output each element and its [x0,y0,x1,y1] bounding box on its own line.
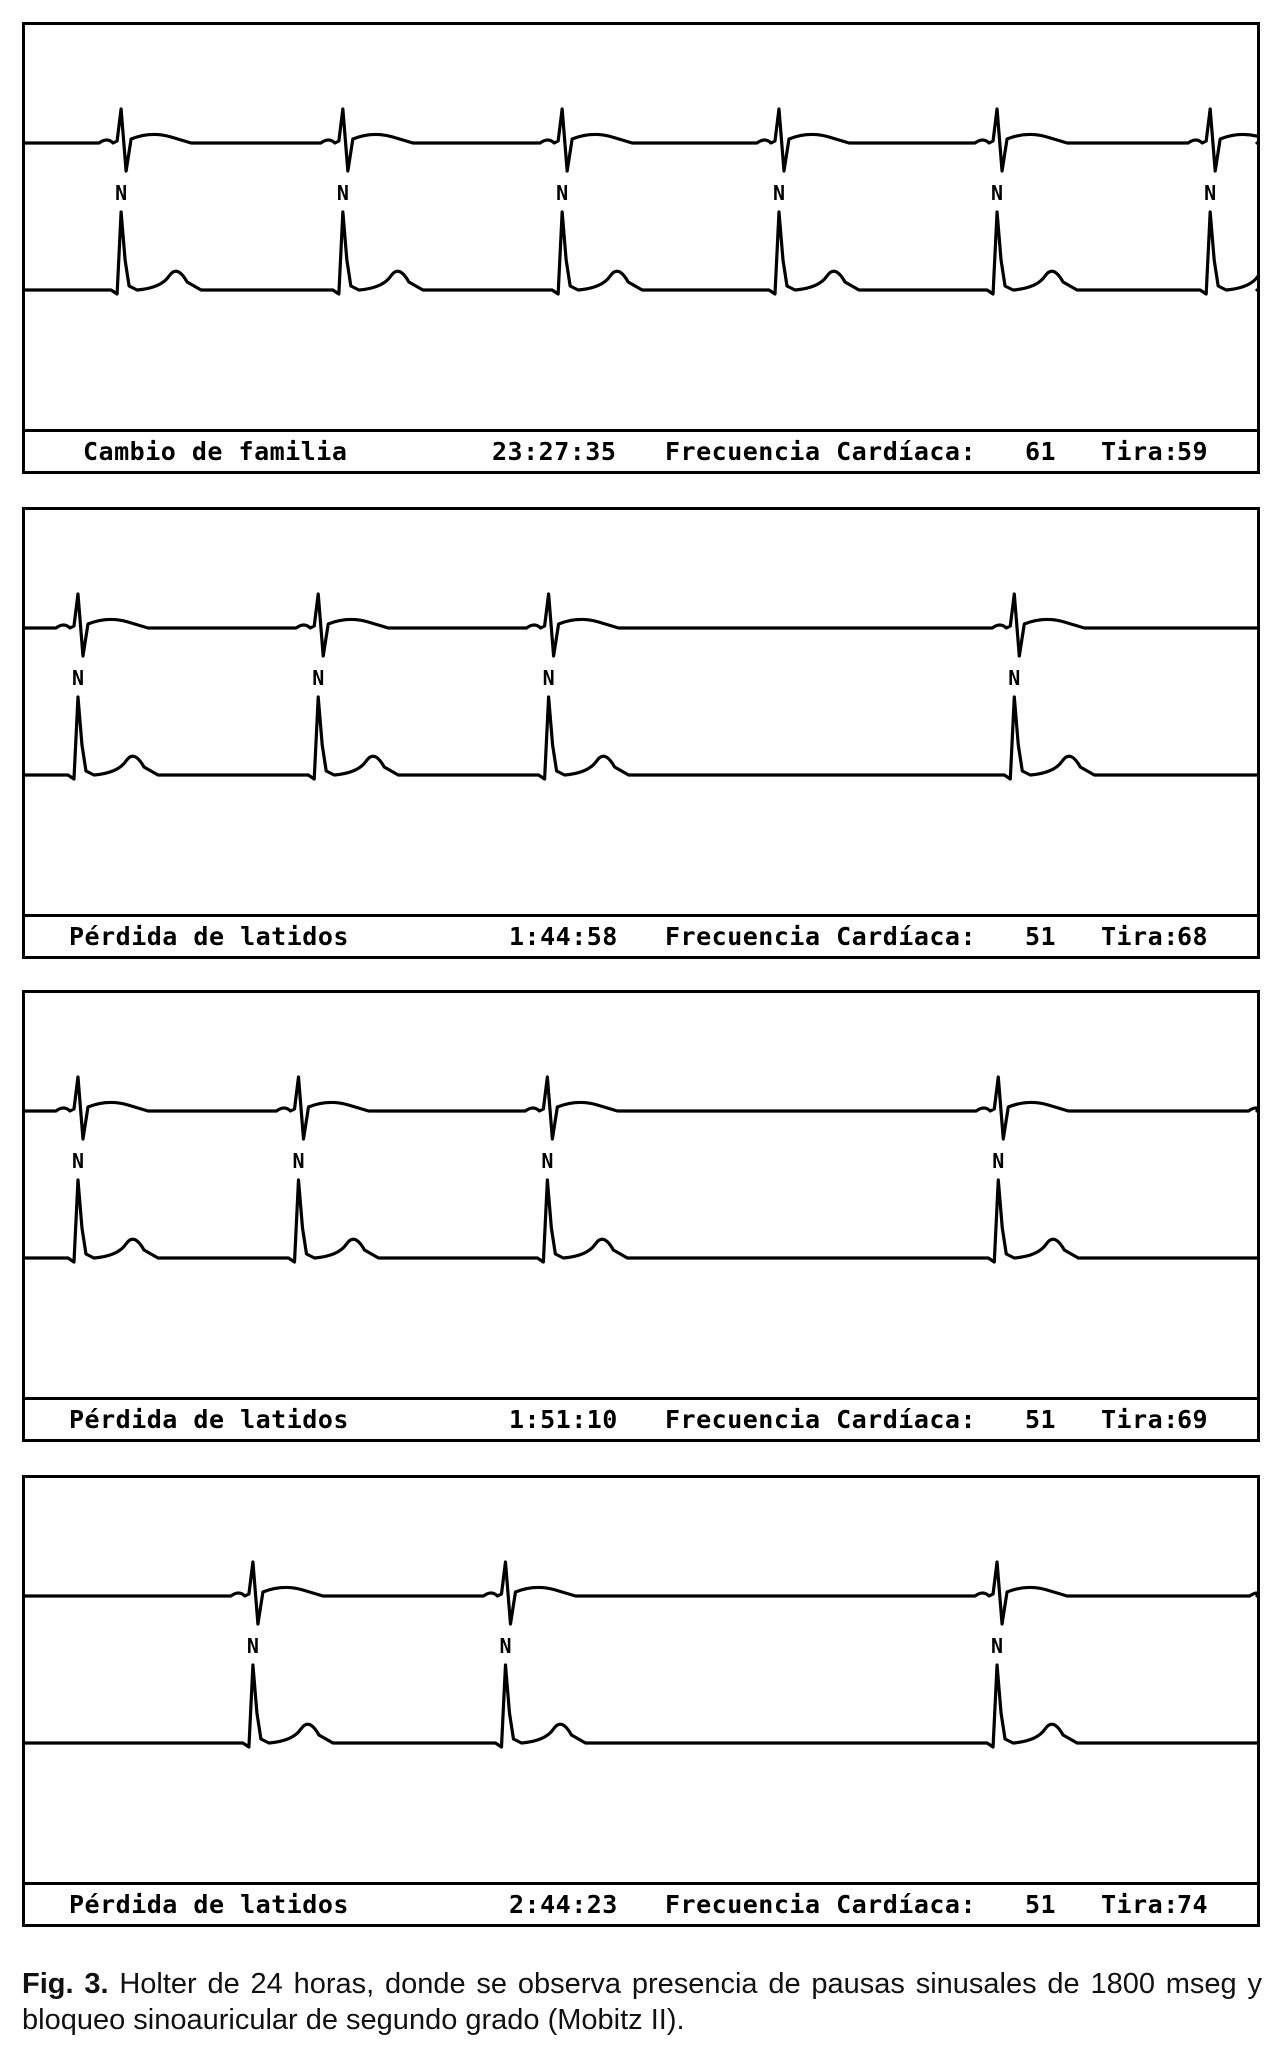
event-label: Cambio de familia [83,437,348,466]
strip-number: 69 [1177,1405,1209,1434]
figure-caption [22,1966,1262,2038]
beat-label: N [556,181,569,205]
lead-2-trace [25,1665,1257,1747]
beat-label: N [1008,666,1021,690]
beat-label: N [115,181,128,205]
ecg-strip-1 [22,22,1260,474]
beat-label: N [1204,181,1217,205]
strip-number: 68 [1177,922,1209,951]
strip-label: Tira: [1101,1405,1179,1434]
strip-info-bar [25,1882,1257,1924]
time-label: 23:27:35 [492,437,617,466]
strip-label: Tira: [1101,922,1179,951]
ecg-trace-2 [25,510,1257,956]
beat-label: N [71,666,85,690]
time-label: 2:44:23 [509,1890,618,1919]
beat-label: N [246,1634,259,1658]
beat-label: N [772,181,786,205]
beat-label: N [312,666,325,690]
beat-label: N [991,181,1004,205]
lead-1-trace [25,594,1257,656]
hr-label: Frecuencia Cardíaca: [665,922,977,951]
lead-2-trace [25,697,1257,779]
ecg-strip-2 [22,507,1260,959]
hr-label: Frecuencia Cardíaca: [665,1405,977,1434]
event-label: Pérdida de latidos [69,1405,349,1434]
beat-label: N [292,1149,305,1173]
ecg-strip-3 [22,990,1260,1442]
hr-label: Frecuencia Cardíaca: [665,1890,977,1919]
event-label: Pérdida de latidos [69,1890,349,1919]
beat-label: N [541,1149,554,1173]
hr-value: 51 [1025,922,1057,951]
hr-value: 51 [1025,1890,1057,1919]
beat-label: N [71,1149,85,1173]
ecg-trace-3 [25,993,1257,1439]
lead-2-trace [25,1180,1257,1262]
strip-info-bar [25,429,1257,471]
strip-info-bar [25,914,1257,956]
strip-label: Tira: [1101,1890,1179,1919]
ecg-strip-4 [22,1475,1260,1927]
beat-label: N [499,1634,512,1658]
figure-label: Fig. 3. [22,1968,109,2000]
time-label: 1:51:10 [509,1405,618,1434]
time-label: 1:44:58 [509,922,618,951]
event-label: Pérdida de latidos [69,922,349,951]
hr-label: Frecuencia Cardíaca: [665,437,977,466]
strip-number: 74 [1177,1890,1209,1919]
caption-text: Holter de 24 horas, donde se observa presencia de pausas sinusales de 1800 mseg y bloqueo sinoauricular de segundo grado (Mobitz II). [22,1968,1262,2036]
beat-label: N [992,1149,1005,1173]
lead-1-trace [25,109,1257,171]
lead-1-trace [25,1562,1257,1624]
hr-value: 51 [1025,1405,1057,1434]
hr-value: 61 [1025,437,1057,466]
lead-2-trace [25,212,1257,294]
beat-label: N [542,666,555,690]
strip-info-bar [25,1397,1257,1439]
beat-label: N [991,1634,1004,1658]
ecg-trace-4 [25,1478,1257,1924]
beat-label: N [336,181,349,205]
ecg-trace-1 [25,25,1257,471]
strip-label: Tira: [1101,437,1179,466]
lead-1-trace [25,1077,1257,1139]
strip-number: 59 [1177,437,1209,466]
